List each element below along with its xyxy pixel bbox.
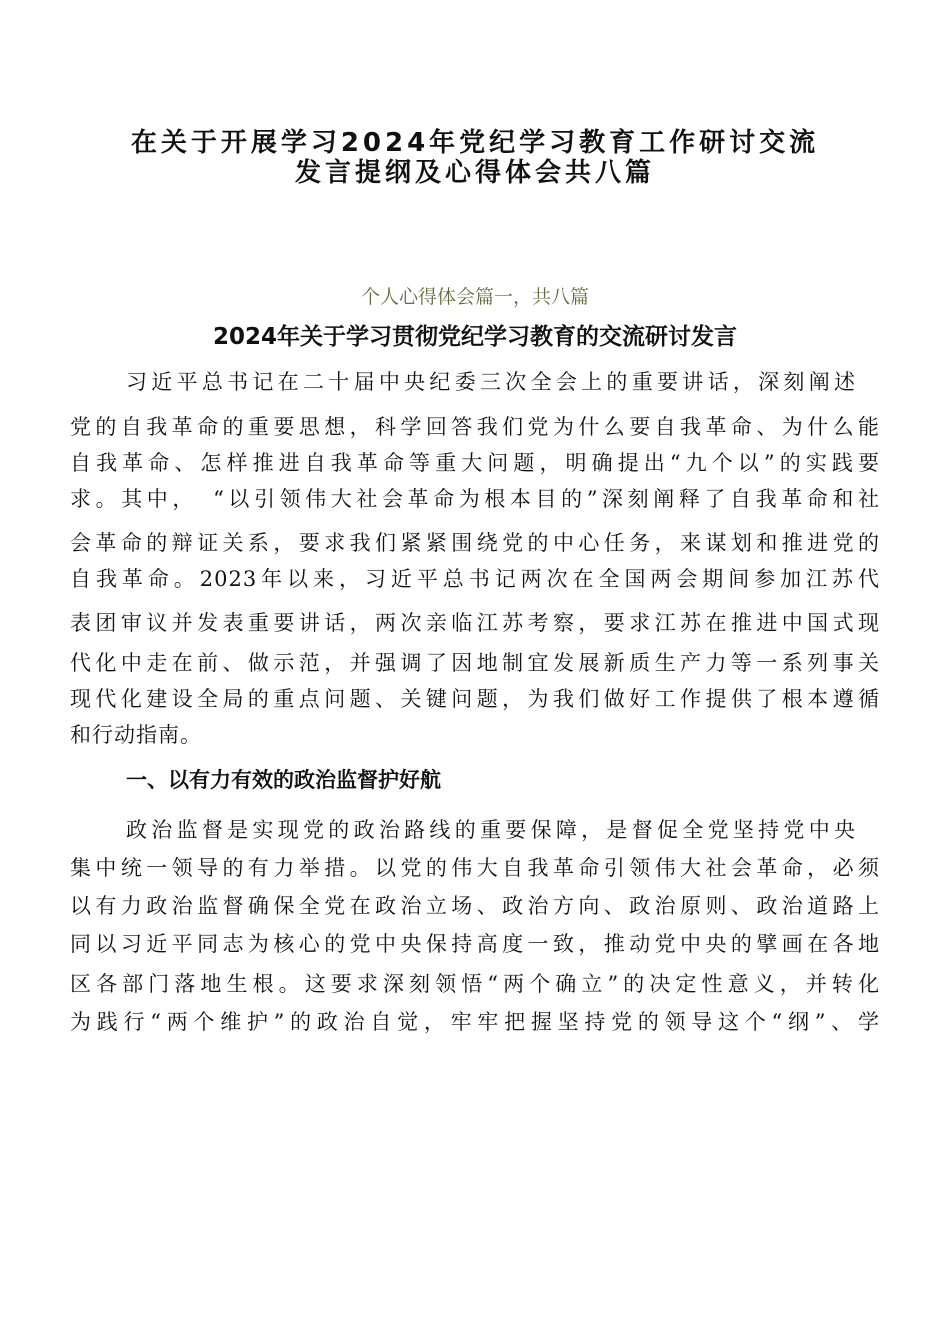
paragraph-2-line-3: 以有力政治监督确保全党在政治立场、政治方向、政治原则、政治道路上 [70,894,880,918]
article-title: 2024年关于学习贯彻党纪学习教育的交流研讨发言 [212,324,737,350]
paragraph-2-line-4: 同以习近平同志为核心的党中央保持高度一致，推动党中央的擘画在各地 [70,932,880,956]
paragraph-2-line-6: 为践行“两个维护”的政治自觉，牢牢把握坚持党的领导这个“纲”、学 [70,1010,880,1034]
paragraph-1-line-9: 现代化建设全局的重点问题、关键问题，为我们做好工作提供了根本遵循 [70,687,880,711]
document-title-line-2: 发言提纲及心得体会共八篇 [294,158,655,188]
paragraph-1-line-8: 代化中走在前、做示范，并强调了因地制宜发展新质生产力等一系列事关 [70,651,880,675]
paragraph-1-line-1: 习近平总书记在二十届中央纪委三次全会上的重要讲话，深刻阐述 [126,370,856,394]
part-subheading: 个人心得体会篇一，共八篇 [360,286,589,308]
paragraph-2-line-5: 区各部门落地生根。这要求深刻领悟“两个确立”的决定性意义，并转化 [70,972,880,996]
document-title-line-1: 在关于开展学习2024年党纪学习教育工作研讨交流 [130,128,820,158]
paragraph-1-line-6: 自我革命。2023年以来，习近平总书记两次在全国两会期间参加江苏代 [70,567,880,591]
section-1-heading: 一、以有力有效的政治监督护好航 [126,768,441,792]
paragraph-1-line-2: 党的自我革命的重要思想，科学回答我们党为什么要自我革命、为什么能 [70,415,880,439]
paragraph-1-line-10: 和行动指南。 [70,723,202,747]
paragraph-1-line-7: 表团审议并发表重要讲话，两次亲临江苏考察，要求江苏在推进中国式现 [70,611,880,635]
paragraph-1-line-5: 会革命的辩证关系，要求我们紧紧围绕党的中心任务，来谋划和推进党的 [70,531,880,555]
paragraph-1-line-3: 自我革命、怎样推进自我革命等重大问题，明确提出“九个以”的实践要 [70,451,880,475]
paragraph-1-line-4: 求。其中， “以引领伟大社会革命为根本目的”深刻阐释了自我革命和社 [70,487,880,511]
paragraph-2-line-1: 政治监督是实现党的政治路线的重要保障，是督促全党坚持党中央 [126,818,856,842]
paragraph-2-line-2: 集中统一领导的有力举措。以党的伟大自我革命引领伟大社会革命，必须 [70,856,880,880]
